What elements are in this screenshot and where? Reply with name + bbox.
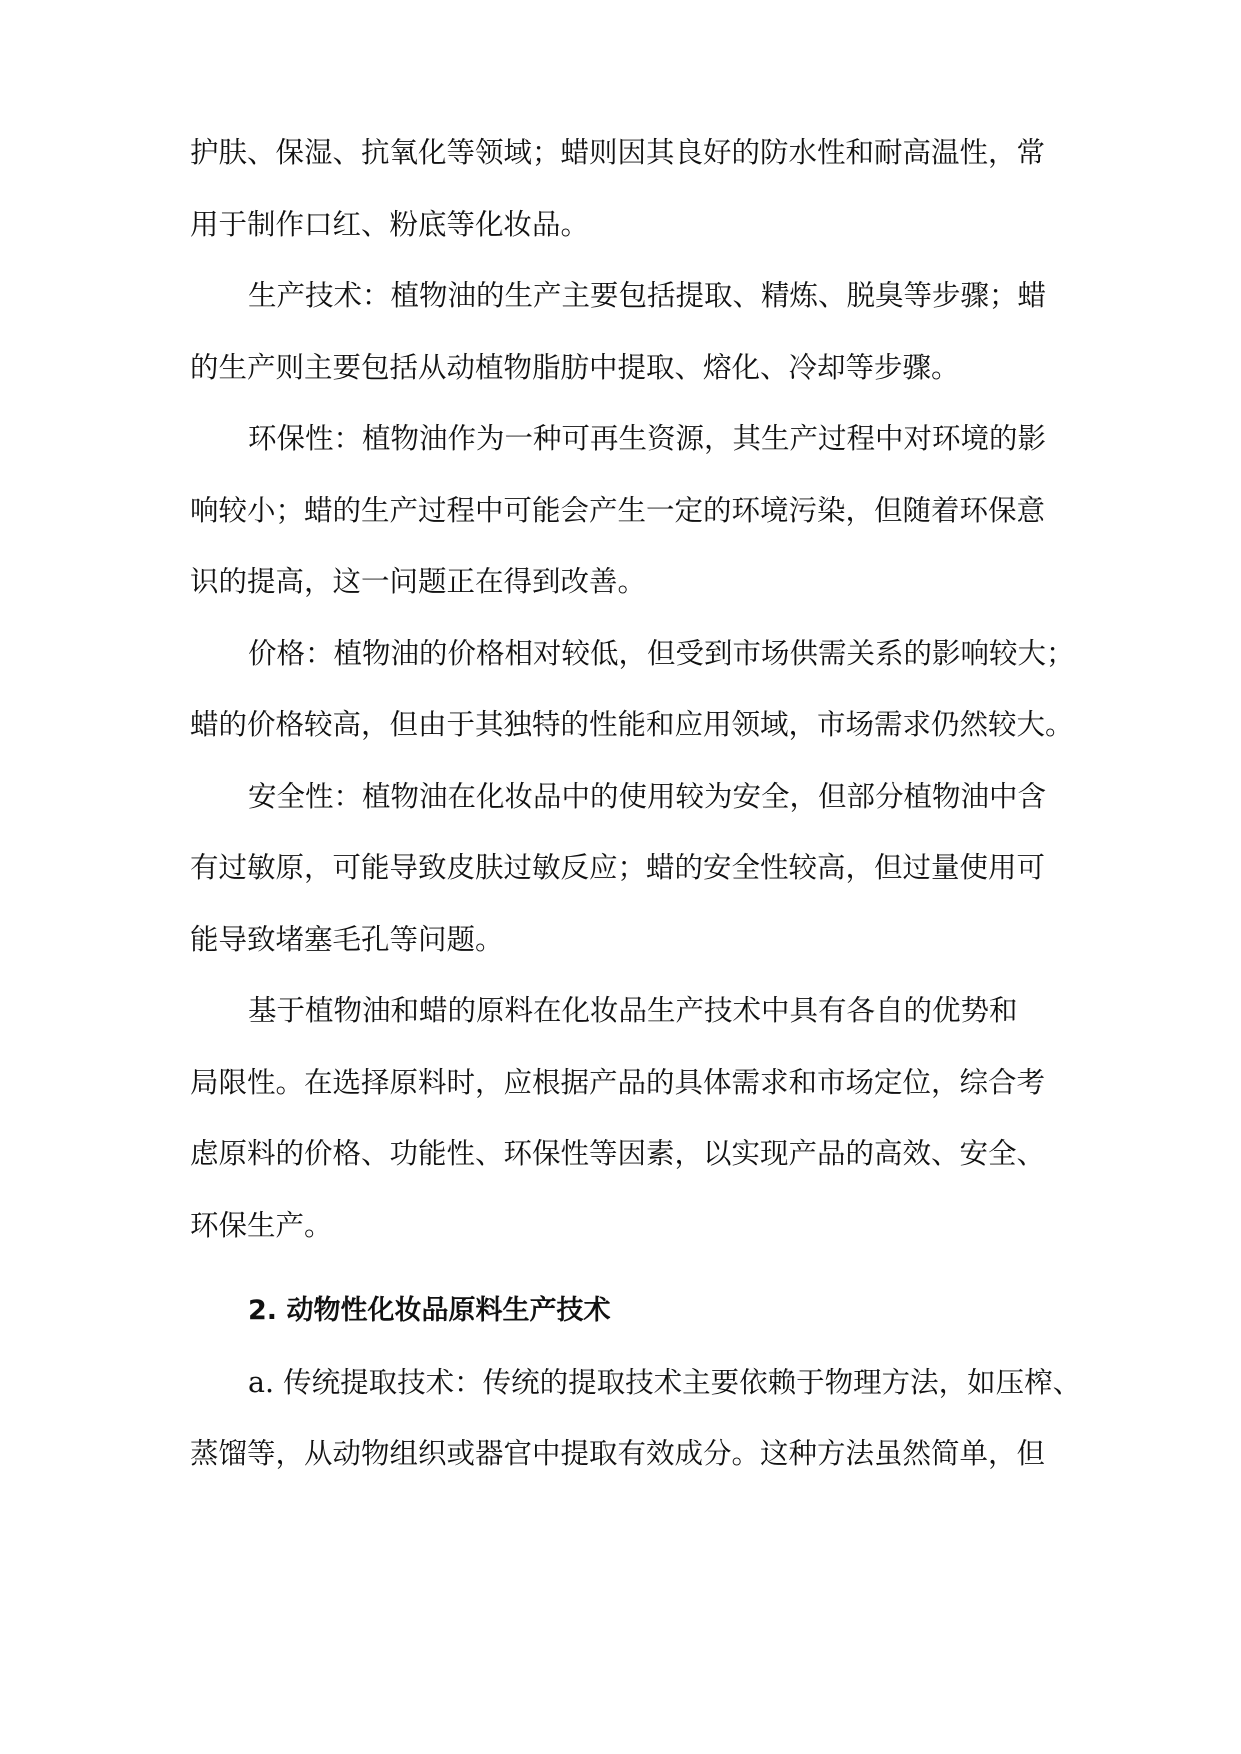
text-line: 环保生产。 — [190, 1209, 333, 1242]
text-line: 蜡的价格较高，但由于其独特的性能和应用领域，市场需求仍然较大。 — [190, 708, 1074, 741]
text-line: 有过敏原，可能导致皮肤过敏反应；蜡的安全性较高，但过量使用可 — [190, 851, 1046, 884]
text-line: 识的提高，这一问题正在得到改善。 — [190, 565, 647, 598]
text-line: 基于植物油和蜡的原料在化妆品生产技术中具有各自的优势和 — [248, 994, 1018, 1027]
text-line: 价格：植物油的价格相对较低，但受到市场供需关系的影响较大； — [248, 637, 1075, 670]
text-line: a. 传统提取技术：传统的提取技术主要依赖于物理方法，如压榨、 — [248, 1366, 1082, 1399]
section-heading: 2. 动物性化妆品原料生产技术 — [248, 1295, 611, 1326]
text-line: 响较小；蜡的生产过程中可能会产生一定的环境污染，但随着环保意 — [190, 494, 1046, 527]
text-line: 安全性：植物油在化妆品中的使用较为安全，但部分植物油中含 — [248, 780, 1047, 813]
text-line: 护肤、保湿、抗氧化等领域；蜡则因其良好的防水性和耐高温性，常 — [190, 136, 1046, 169]
text-line: 生产技术：植物油的生产主要包括提取、精炼、脱臭等步骤；蜡 — [248, 279, 1047, 312]
text-line: 蒸馏等，从动物组织或器官中提取有效成分。这种方法虽然简单，但 — [190, 1437, 1046, 1470]
text-line: 的生产则主要包括从动植物脂肪中提取、熔化、冷却等步骤。 — [190, 351, 960, 384]
text-line: 用于制作口红、粉底等化妆品。 — [190, 208, 590, 241]
text-line: 局限性。在选择原料时，应根据产品的具体需求和市场定位，综合考 — [190, 1066, 1046, 1099]
text-line: 能导致堵塞毛孔等问题。 — [190, 923, 504, 956]
text-line: 环保性：植物油作为一种可再生资源，其生产过程中对环境的影 — [248, 422, 1047, 455]
text-line: 虑原料的价格、功能性、环保性等因素，以实现产品的高效、安全、 — [190, 1137, 1046, 1170]
